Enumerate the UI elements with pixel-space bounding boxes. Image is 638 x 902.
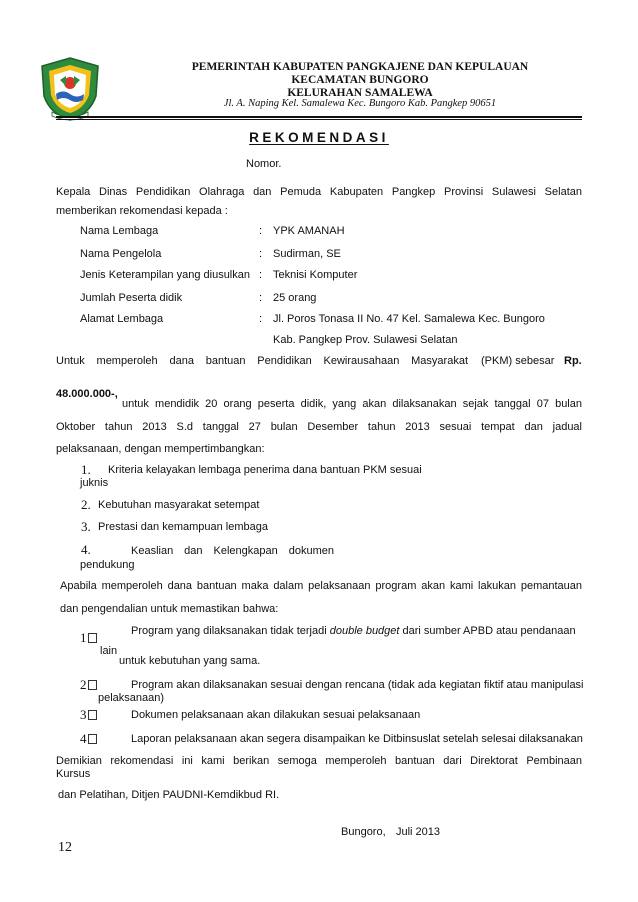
purpose-line-1a: Untuk memperoleh dana bantuan Pendidikan Kewirausahaan Masyarakat <box>56 355 468 367</box>
criteria-number: 2. <box>81 497 91 512</box>
field-label-jumlah-peserta: Jumlah Peserta didik <box>80 292 183 304</box>
header-line-1: PEMERINTAH KABUPATEN PANGKAJENE DAN KEPULAUAN <box>191 61 529 73</box>
point-number: 2 <box>80 677 97 693</box>
field-label-nama-pengelola: Nama Pengelola <box>80 248 162 260</box>
purpose-line-4: pelaksanaan, dengan mempertimbangkan: <box>56 443 265 455</box>
closing-line-2: Kursus <box>56 768 91 780</box>
intro-line-2: memberikan rekomendasi kepada : <box>56 205 228 217</box>
field-colon: : <box>259 225 263 237</box>
criteria-text-cont: pendukung <box>80 559 135 571</box>
criteria-number: 1. <box>81 462 91 477</box>
purpose-line-2: untuk mendidik 20 orang peserta didik, yang akan dilaksanakan sejak tanggal 07 bulan <box>122 398 582 410</box>
criteria-text: Prestasi dan kemampuan lembaga <box>98 521 268 533</box>
field-label-jenis-keterampilan: Jenis Keterampilan yang diusulkan <box>80 269 250 281</box>
monitoring-line-2: dan pengendalian untuk memastikan bahwa: <box>60 603 279 615</box>
checkbox-glyph-icon <box>88 734 97 744</box>
closing-line-3: dan Pelatihan, Ditjen PAUDNI-Kemdikbud RI. <box>58 789 280 801</box>
header-address: Jl. A. Naping Kel. Samalewa Kec. Bungoro Kab. Pangkep 90651 <box>223 98 497 109</box>
point-text-cont: pelaksanaan) <box>98 692 165 704</box>
criteria-number: 3. <box>81 519 91 534</box>
criteria-text: Keaslian dan Kelengkapan dokumen <box>131 545 334 557</box>
point-text: Dokumen pelaksanaan akan dilakukan sesuai pelaksanaan <box>131 709 421 721</box>
field-value-alamat-lembaga: Jl. Poros Tonasa II No. 47 Kel. Samalewa Kec. Bungoro <box>273 313 545 325</box>
purpose-amount: 48.000.000-, <box>56 388 118 400</box>
signoff-place: Bungoro, <box>341 826 386 838</box>
field-value-nama-lembaga: YPK AMANAH <box>273 225 345 237</box>
criteria-text: Kriteria kelayakan lembaga penerima dana bantuan PKM sesuai <box>108 464 422 476</box>
document-title: REKOMENDASI <box>249 130 389 145</box>
signoff-date: Juli 2013 <box>396 826 441 838</box>
point-number: 3 <box>80 707 97 723</box>
field-value-alamat-lembaga-line-2: Kab. Pangkep Prov. Sulawesi Selatan <box>273 334 458 346</box>
checkbox-glyph-icon <box>88 680 97 690</box>
closing-line-1: Demikian rekomendasi ini kami berikan semoga memperoleh bantuan dari Direktorat Pembinaan <box>56 755 582 767</box>
purpose-line-1b: (PKM) sebesar <box>481 355 555 367</box>
point-text-cont: untuk kebutuhan yang sama. <box>119 655 261 667</box>
regional-emblem-icon <box>38 56 102 122</box>
point-text-cont: lain <box>100 645 118 657</box>
field-colon: : <box>259 248 263 260</box>
header-line-2: KECAMATAN BUNGORO <box>291 74 429 86</box>
field-value-nama-pengelola: Sudirman, SE <box>273 248 341 260</box>
criteria-text-cont: juknis <box>80 477 109 489</box>
criteria-text: Kebutuhan masyarakat setempat <box>98 499 260 511</box>
point-number: 4 <box>80 731 97 747</box>
purpose-line-3: Oktober tahun 2013 S.d tanggal 27 bulan Desember tahun 2013 sesuai tempat dan jadual <box>56 421 582 433</box>
field-colon: : <box>259 313 263 325</box>
point-text: Program yang dilaksanakan tidak terjadi double budget dari sumber APBD atau pendanaan <box>131 625 576 637</box>
header-line-3: KELURAHAN SAMALEWA <box>287 87 433 99</box>
header-rule-thick <box>56 116 582 118</box>
checkbox-glyph-icon <box>88 633 97 643</box>
monitoring-line-1: Apabila memperoleh dana bantuan maka dalam pelaksanaan program akan kami lakukan pemantauan <box>60 580 582 592</box>
field-value-jenis-keterampilan: Teknisi Komputer <box>273 269 358 281</box>
purpose-rp: Rp. <box>564 355 582 367</box>
point-number: 1 <box>80 630 97 646</box>
point-text: Laporan pelaksanaan akan segera disampaikan ke Ditbinsuslat setelah selesai dilaksanakan <box>131 733 583 745</box>
intro-line-1: Kepala Dinas Pendidikan Olahraga dan Pemuda Kabupaten Pangkep Provinsi Sulawesi Selatan <box>56 186 582 198</box>
field-label-alamat-lembaga: Alamat Lembaga <box>80 313 164 325</box>
criteria-number: 4. <box>81 542 91 557</box>
page-number: 12 <box>58 840 72 855</box>
field-value-jumlah-peserta: 25 orang <box>273 292 317 304</box>
header-rule-thin <box>56 119 582 120</box>
field-label-nama-lembaga: Nama Lembaga <box>80 225 159 237</box>
checkbox-glyph-icon <box>88 710 97 720</box>
field-colon: : <box>259 292 263 304</box>
point-text: Program akan dilaksanakan sesuai dengan rencana (tidak ada kegiatan fiktif atau manipulasi <box>131 679 584 691</box>
field-colon: : <box>259 269 263 281</box>
nomor-label: Nomor. <box>246 158 282 170</box>
